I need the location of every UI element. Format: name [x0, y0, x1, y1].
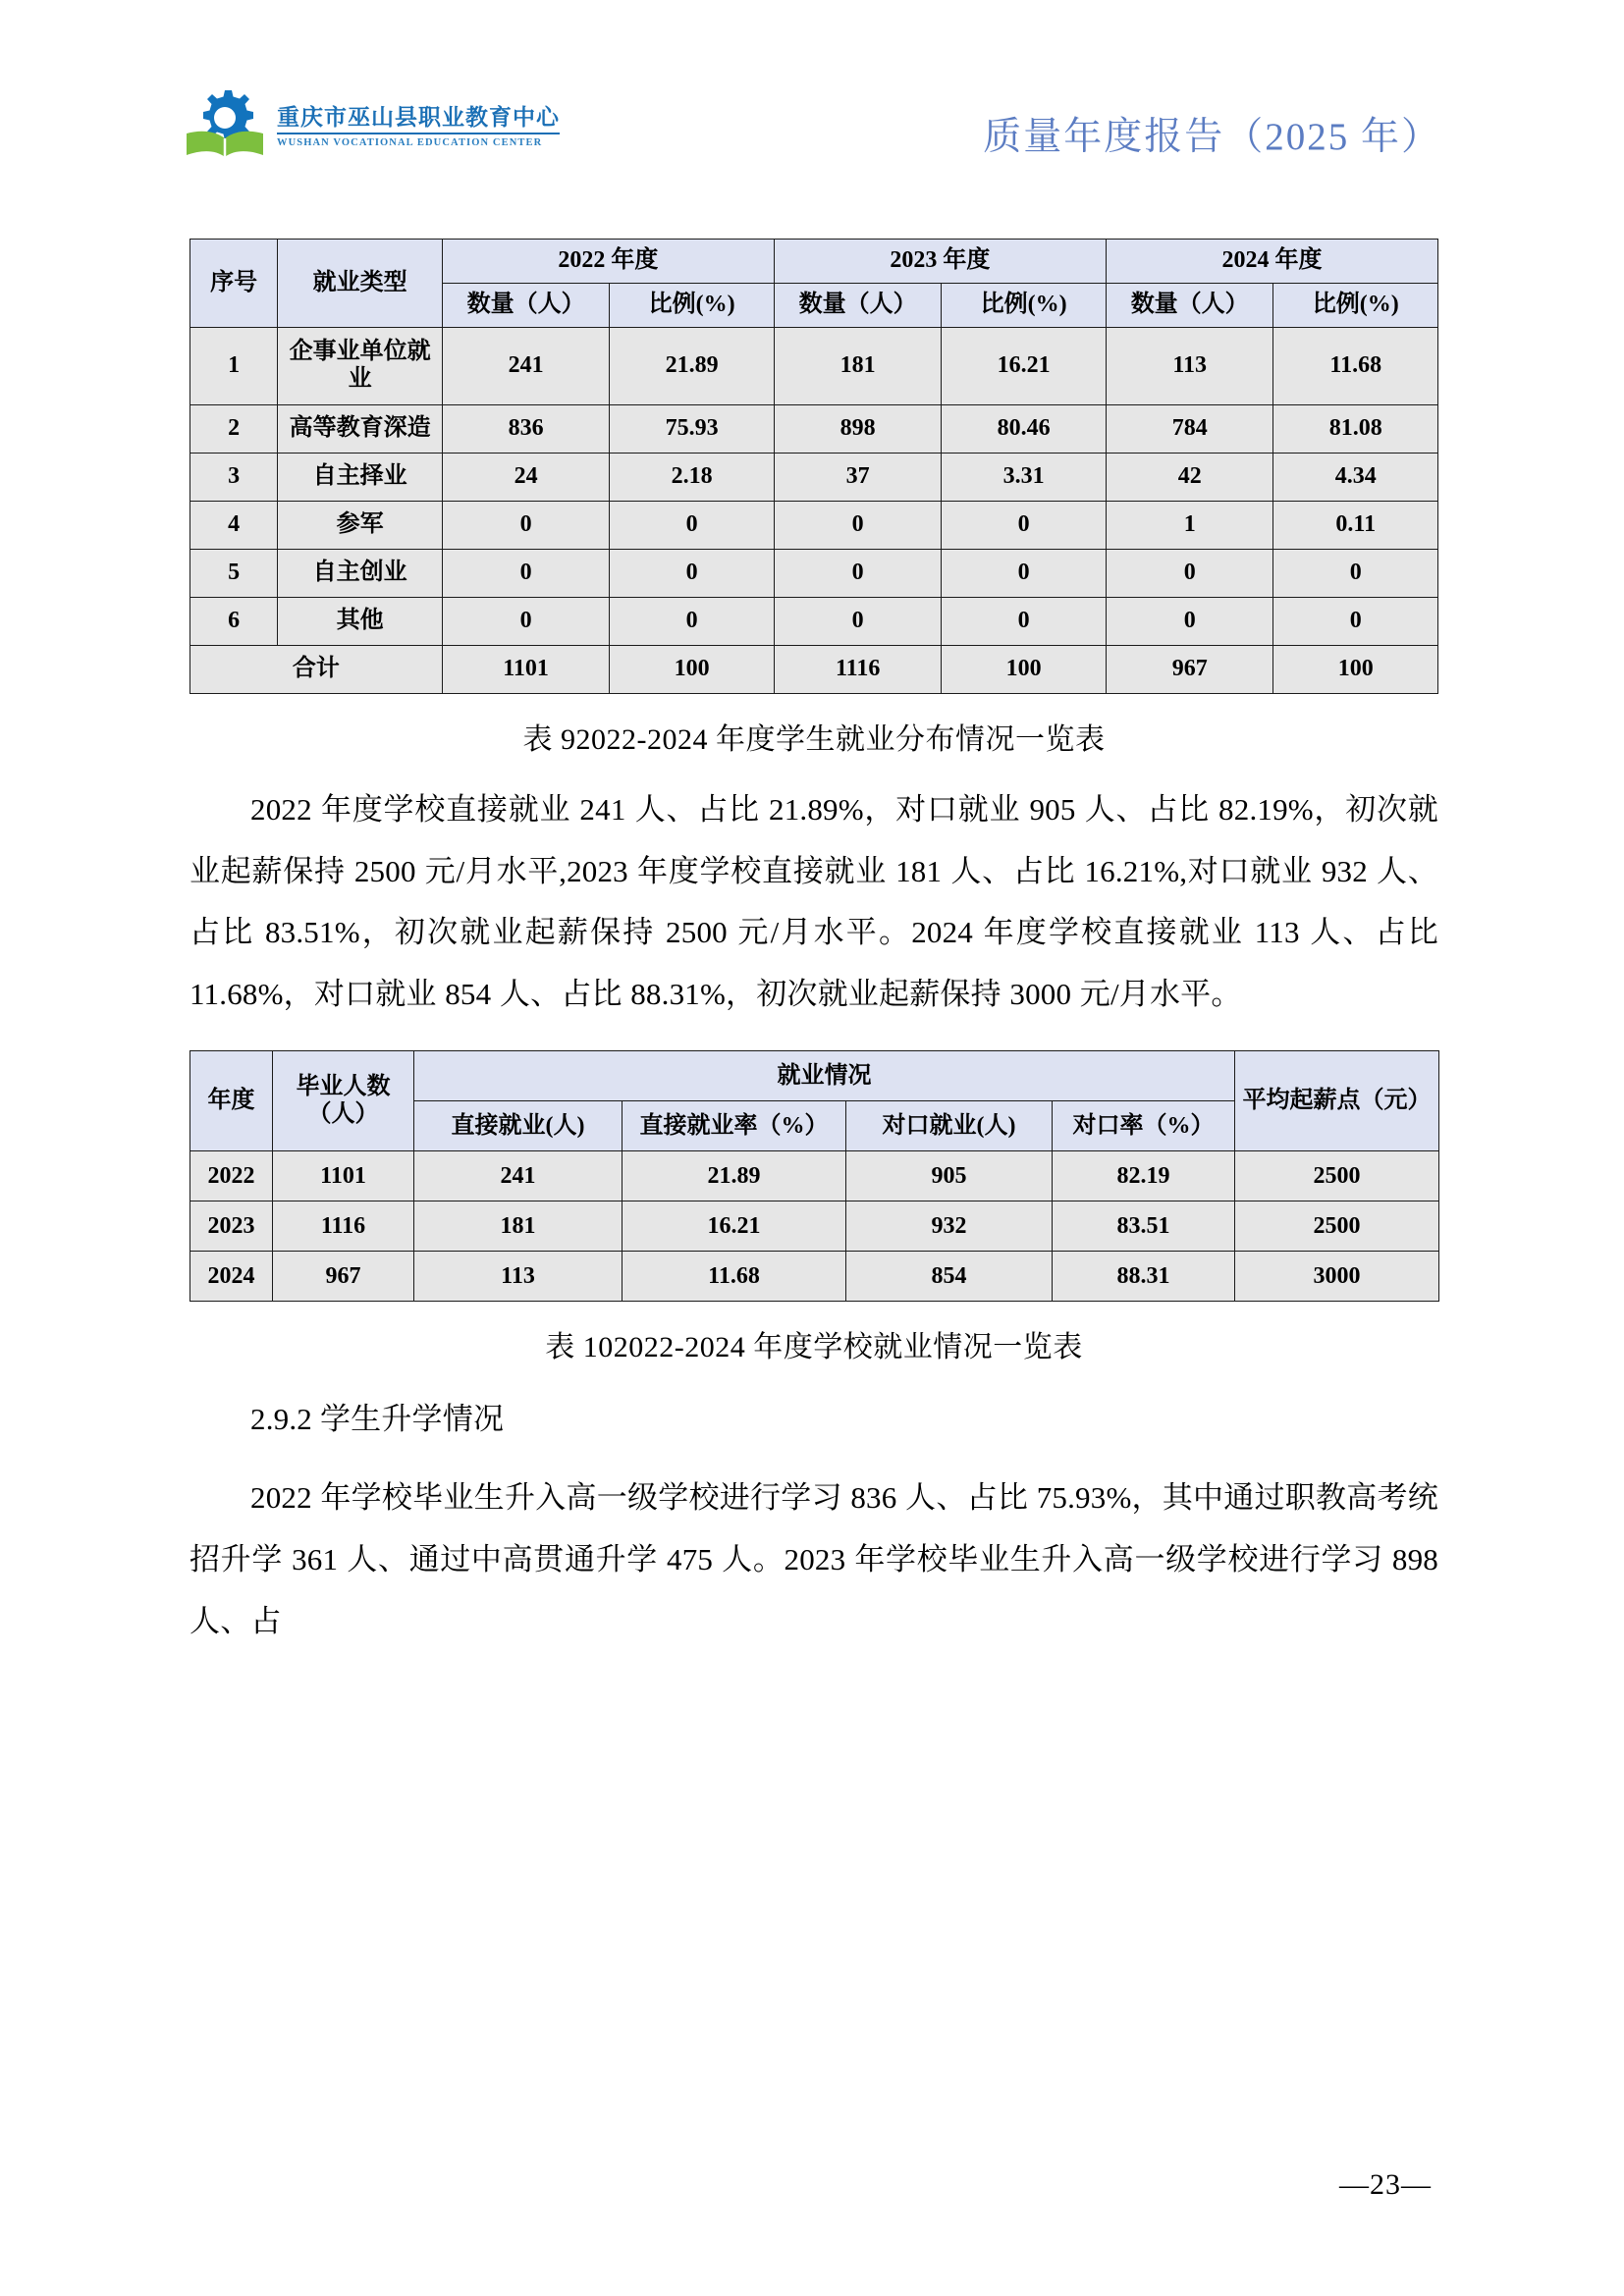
cell-count-2024: 0 — [1106, 550, 1273, 598]
cell-total-ratio-2022: 100 — [610, 646, 775, 694]
cell-ratio-2022: 0 — [610, 550, 775, 598]
school-name-block — [277, 97, 560, 149]
cell-count-2024: 113 — [1106, 328, 1273, 405]
cell-count-2024: 784 — [1106, 405, 1273, 454]
cell-count-2024: 0 — [1106, 598, 1273, 646]
table-row — [190, 598, 1438, 646]
cell-ratio-2023: 16.21 — [942, 328, 1107, 405]
cell-no: 2 — [190, 405, 278, 454]
cell-no: 1 — [190, 328, 278, 405]
cell-count-2023: 181 — [774, 328, 942, 405]
cell-ratio-2022: 0 — [610, 598, 775, 646]
cell-match-count: 854 — [846, 1252, 1053, 1302]
cell-direct-count: 181 — [414, 1201, 623, 1252]
cell-avg-salary: 2500 — [1235, 1201, 1439, 1252]
cell-total-ratio-2024: 100 — [1273, 646, 1438, 694]
th-year-2022: 2022 年度 — [442, 240, 774, 284]
cell-ratio-2024: 4.34 — [1273, 454, 1438, 502]
cell-count-2022: 836 — [442, 405, 610, 454]
cell-ratio-2023: 80.46 — [942, 405, 1107, 454]
cell-type: 参军 — [278, 502, 443, 550]
cell-total-count-2023: 1116 — [774, 646, 942, 694]
paragraph-further-education: 2022 年学校毕业生升入高一级学校进行学习 836 人、占比 75.93%，其中通过职教高考统招升学 361 人、通过中高贯通升学 475 人。2023 年学校毕业生升入高一级学校进行学习 898 人、占 — [189, 1480, 1438, 1638]
cell-ratio-2022: 0 — [610, 502, 775, 550]
cell-type: 自主创业 — [278, 550, 443, 598]
th-direct-rate: 直接就业率（%） — [623, 1101, 846, 1151]
cell-year: 2024 — [190, 1252, 273, 1302]
cell-count-2023: 0 — [774, 502, 942, 550]
th-year-2023: 2023 年度 — [774, 240, 1106, 284]
cell-type: 其他 — [278, 598, 443, 646]
employment-distribution-table — [189, 239, 1438, 694]
section-heading-2-9-2: 2.9.2 学生升学情况 — [250, 1402, 505, 1437]
table-row — [190, 405, 1438, 454]
th-year-2024: 2024 年度 — [1106, 240, 1437, 284]
th-employment-group: 就业情况 — [414, 1051, 1235, 1101]
cell-graduates: 967 — [273, 1252, 414, 1302]
cell-count-2022: 0 — [442, 502, 610, 550]
table-header-row-1 — [190, 1051, 1439, 1101]
cell-total-ratio-2023: 100 — [942, 646, 1107, 694]
cell-match-count: 932 — [846, 1201, 1053, 1252]
cell-count-2023: 37 — [774, 454, 942, 502]
cell-type: 高等教育深造 — [278, 405, 443, 454]
cell-match-count: 905 — [846, 1151, 1053, 1201]
cell-no: 6 — [190, 598, 278, 646]
table-row — [190, 502, 1438, 550]
cell-count-2023: 898 — [774, 405, 942, 454]
table-row — [190, 454, 1438, 502]
cell-count-2024: 1 — [1106, 502, 1273, 550]
th-average-salary: 平均起薪点（元） — [1235, 1051, 1439, 1151]
cell-ratio-2024: 0.11 — [1273, 502, 1438, 550]
table-row — [190, 1201, 1439, 1252]
school-name-en: WUSHAN VOCATIONAL EDUCATION CENTER — [277, 136, 543, 148]
school-logo — [183, 84, 560, 161]
table-total-row — [190, 646, 1438, 694]
th-match-count: 对口就业(人) — [846, 1101, 1053, 1151]
cell-match-rate: 83.51 — [1053, 1201, 1235, 1252]
th-ratio-2022: 比例(%) — [610, 284, 775, 328]
cell-direct-count: 113 — [414, 1252, 623, 1302]
table-header-row-1 — [190, 240, 1438, 284]
cell-ratio-2024: 0 — [1273, 598, 1438, 646]
table-row — [190, 1151, 1439, 1201]
th-count-2023: 数量（人） — [774, 284, 942, 328]
table10-caption: 表 102022-2024 年度学校就业情况一览表 — [545, 1331, 1083, 1364]
page-content — [189, 239, 1438, 1652]
cell-type: 自主择业 — [278, 454, 443, 502]
cell-avg-salary: 3000 — [1235, 1252, 1439, 1302]
th-graduates: 毕业人数（人） — [273, 1051, 414, 1151]
th-count-2024: 数量（人） — [1106, 284, 1273, 328]
gear-book-logo-icon — [183, 84, 267, 161]
cell-count-2024: 42 — [1106, 454, 1273, 502]
cell-ratio-2024: 11.68 — [1273, 328, 1438, 405]
cell-ratio-2024: 81.08 — [1273, 405, 1438, 454]
cell-graduates: 1101 — [273, 1151, 414, 1201]
cell-ratio-2024: 0 — [1273, 550, 1438, 598]
school-employment-table — [189, 1050, 1439, 1302]
cell-count-2023: 0 — [774, 550, 942, 598]
cell-count-2023: 0 — [774, 598, 942, 646]
th-ratio-2024: 比例(%) — [1273, 284, 1438, 328]
cell-match-rate: 82.19 — [1053, 1151, 1235, 1201]
cell-total-count-2024: 967 — [1106, 646, 1273, 694]
cell-ratio-2023: 0 — [942, 598, 1107, 646]
cell-no: 5 — [190, 550, 278, 598]
paragraph-employment-summary: 2022 年度学校直接就业 241 人、占比 21.89%，对口就业 905 人、占比 82.19%，初次就业起薪保持 2500 元/月水平,2023 年度学校直接就业 181 人、占比 16.21%,对口就业 932 人、占比 83.51%，初次就业起薪保持 2500 元/月水平。2024 年度学校直接就业 113 人、占比 11.68%，对口就业 854 人、占比 88.31%，初次就业起薪保持 3000 元/月水平。 — [189, 792, 1438, 1011]
cell-direct-rate: 21.89 — [623, 1151, 846, 1201]
cell-no: 4 — [190, 502, 278, 550]
th-ratio-2023: 比例(%) — [942, 284, 1107, 328]
cell-direct-rate: 16.21 — [623, 1201, 846, 1252]
cell-direct-rate: 11.68 — [623, 1252, 846, 1302]
school-name-cn: 重庆市巫山县职业教育中心 — [277, 107, 560, 134]
th-direct-count: 直接就业(人) — [414, 1101, 623, 1151]
cell-count-2022: 0 — [442, 550, 610, 598]
th-serial-number: 序号 — [190, 240, 278, 328]
cell-ratio-2022: 21.89 — [610, 328, 775, 405]
cell-type: 企事业单位就业 — [278, 328, 443, 405]
table9-caption: 表 92022-2024 年度学生就业分布情况一览表 — [522, 723, 1106, 756]
cell-total-count-2022: 1101 — [442, 646, 610, 694]
table-row — [190, 550, 1438, 598]
cell-count-2022: 241 — [442, 328, 610, 405]
cell-ratio-2023: 0 — [942, 550, 1107, 598]
th-employment-type: 就业类型 — [278, 240, 443, 328]
cell-year: 2022 — [190, 1151, 273, 1201]
cell-count-2022: 24 — [442, 454, 610, 502]
page-header — [183, 67, 1441, 175]
th-match-rate: 对口率（%） — [1053, 1101, 1235, 1151]
cell-ratio-2023: 3.31 — [942, 454, 1107, 502]
page-number: —23— — [1339, 2168, 1432, 2201]
table-row — [190, 328, 1438, 405]
cell-ratio-2022: 75.93 — [610, 405, 775, 454]
th-year: 年度 — [190, 1051, 273, 1151]
cell-avg-salary: 2500 — [1235, 1151, 1439, 1201]
cell-year: 2023 — [190, 1201, 273, 1252]
report-title: 质量年度报告（2025 年） — [983, 116, 1441, 158]
th-count-2022: 数量（人） — [442, 284, 610, 328]
cell-total-label: 合计 — [190, 646, 443, 694]
cell-match-rate: 88.31 — [1053, 1252, 1235, 1302]
cell-ratio-2022: 2.18 — [610, 454, 775, 502]
cell-no: 3 — [190, 454, 278, 502]
cell-direct-count: 241 — [414, 1151, 623, 1201]
cell-count-2022: 0 — [442, 598, 610, 646]
table-row — [190, 1252, 1439, 1302]
cell-graduates: 1116 — [273, 1201, 414, 1252]
cell-ratio-2023: 0 — [942, 502, 1107, 550]
